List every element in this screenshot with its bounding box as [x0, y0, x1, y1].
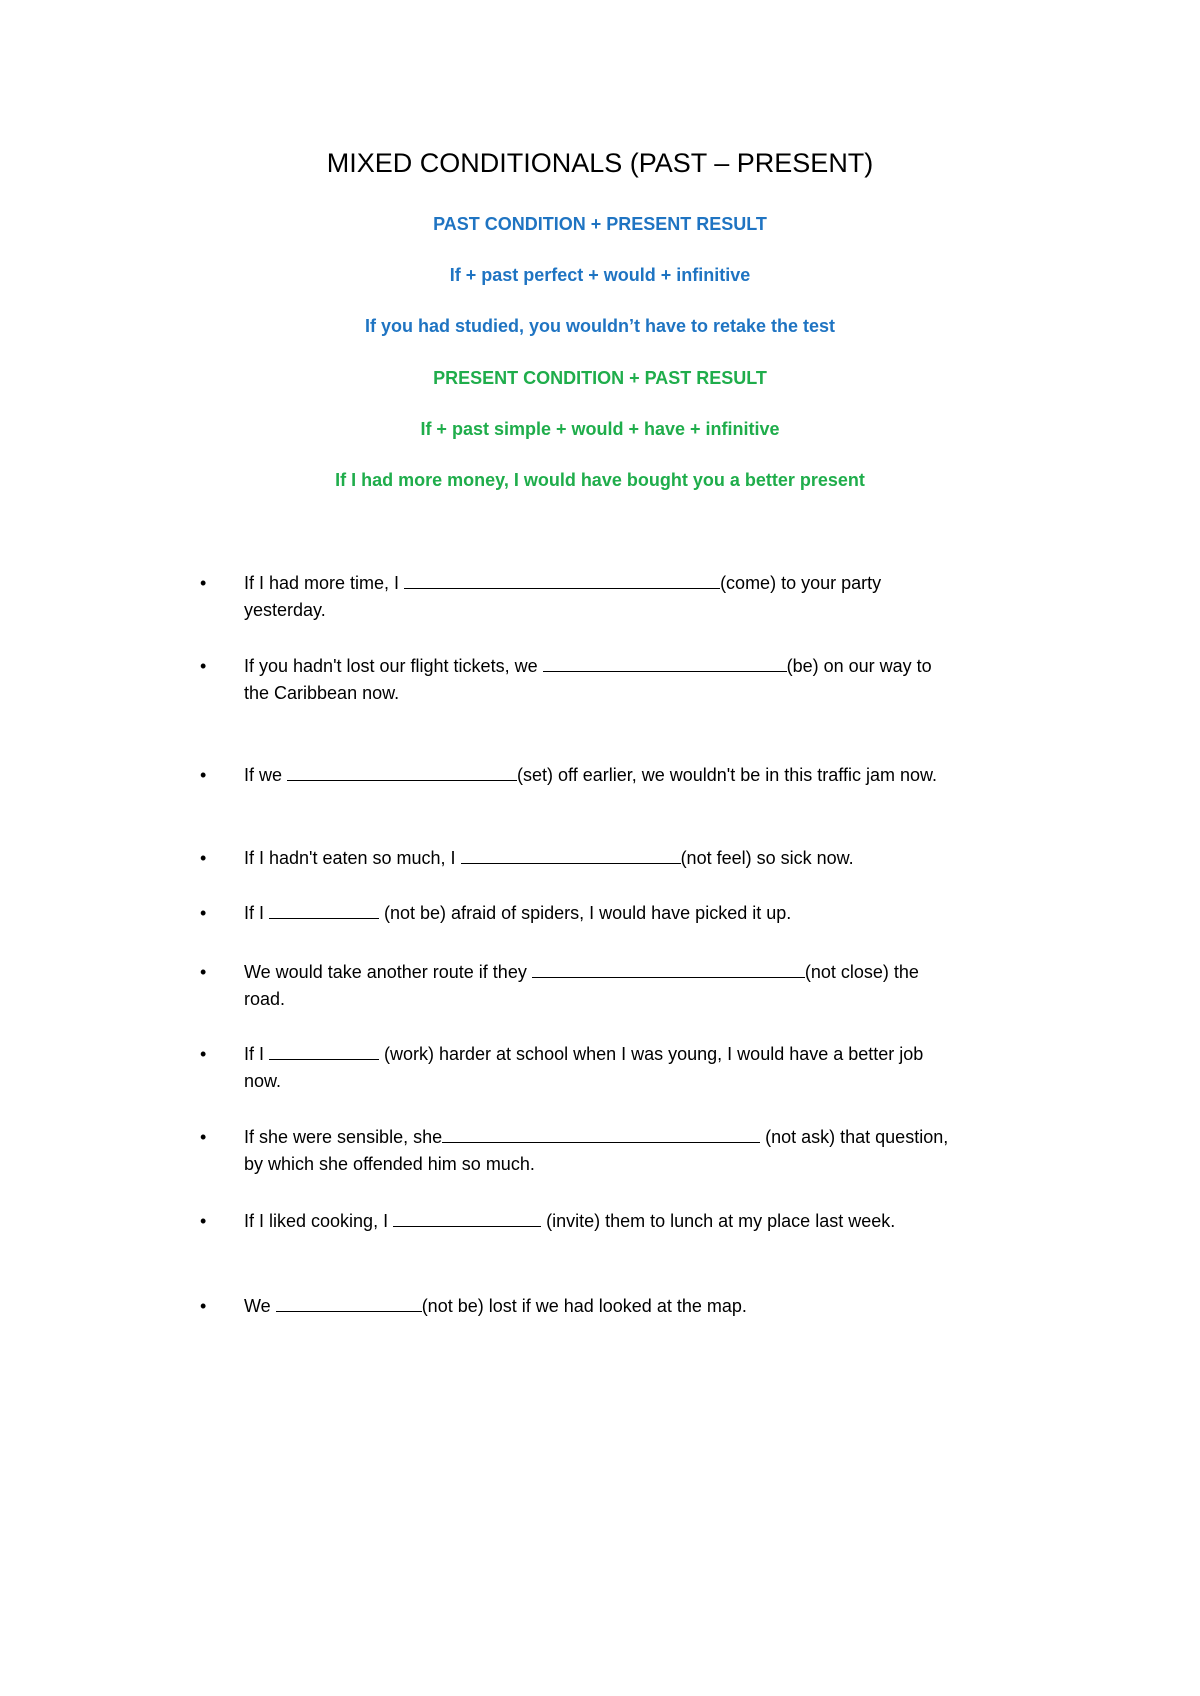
exercise-text — [244, 1124, 1034, 1178]
bullet-icon: • — [200, 1296, 207, 1316]
exercise-text-after: (not be) afraid of spiders, I would have picked it up. — [379, 903, 792, 923]
bullet-icon: • — [200, 962, 207, 982]
bullet-icon: • — [200, 1044, 207, 1064]
rule-heading-present-condition: PRESENT CONDITION + PAST RESULT — [433, 368, 767, 388]
exercise-text — [244, 1293, 1034, 1320]
exercise-text — [244, 570, 1034, 624]
exercise-text — [244, 1208, 1034, 1235]
exercise-text-after: (not ask) that question, — [760, 1127, 949, 1147]
exercise-text — [244, 1041, 1034, 1095]
exercise-text-after: (not close) the — [804, 962, 919, 982]
rule-formula-past-condition: If + past perfect + would + infinitive — [449, 265, 751, 285]
bullet-icon: • — [200, 573, 207, 593]
rule-example-past-condition: If you had studied, you wouldn’t have to retake the test — [364, 316, 836, 336]
answer-blank[interactable] — [393, 1208, 541, 1227]
answer-blank[interactable] — [287, 762, 517, 781]
exercise-text — [244, 762, 1034, 789]
exercise-text-before: We would take another route if they — [244, 962, 532, 982]
exercise-text-after: (come) to your party — [720, 573, 882, 593]
exercise-text-before: If I liked cooking, I — [244, 1211, 394, 1231]
exercise-text-continued: the Caribbean now. — [244, 683, 400, 703]
exercise-text-continued: by which she offended him so much. — [244, 1154, 535, 1174]
exercise-text-continued: road. — [244, 989, 286, 1009]
exercise-text-after: (not be) lost if we had looked at the map. — [421, 1296, 747, 1316]
exercise-text-before: If you hadn't lost our flight tickets, we — [244, 656, 543, 676]
exercise-text-before: We — [244, 1296, 276, 1316]
answer-blank[interactable] — [461, 845, 681, 864]
exercise-text-after: (be) on our way to — [786, 656, 932, 676]
bullet-icon: • — [200, 903, 207, 923]
answer-blank[interactable] — [532, 959, 805, 978]
exercise-text-before: If we — [244, 765, 288, 785]
exercise-text-before: If she were sensible, she — [244, 1127, 443, 1147]
exercise-text-before: If I hadn't eaten so much, I — [244, 848, 461, 868]
exercise-text-after: (invite) them to lunch at my place last week. — [541, 1211, 896, 1231]
exercise-text-after: (work) harder at school when I was young, I would have a better job — [379, 1044, 924, 1064]
bullet-icon: • — [200, 765, 207, 785]
exercise-text-after: (set) off earlier, we wouldn't be in this traffic jam now. — [517, 765, 937, 785]
rule-formula-present-condition: If + past simple + would + have + infinitive — [420, 419, 780, 439]
bullet-icon: • — [200, 656, 207, 676]
answer-blank[interactable] — [543, 653, 787, 672]
worksheet-title: MIXED CONDITIONALS (PAST – PRESENT) — [326, 148, 874, 178]
exercise-text — [244, 845, 1034, 872]
exercise-text-after: (not feel) so sick now. — [680, 848, 854, 868]
rule-heading-past-condition: PAST CONDITION + PRESENT RESULT — [433, 214, 767, 234]
exercise-text — [244, 653, 1034, 707]
bullet-icon: • — [200, 1127, 207, 1147]
answer-blank[interactable] — [269, 900, 379, 919]
answer-blank[interactable] — [269, 1041, 379, 1060]
exercise-text-continued: now. — [244, 1071, 282, 1091]
exercise-text — [244, 959, 1034, 1013]
exercise-text-continued: yesterday. — [244, 600, 326, 620]
rule-example-present-condition: If I had more money, I would have bought you a better present — [335, 470, 865, 490]
bullet-icon: • — [200, 1211, 207, 1231]
answer-blank[interactable] — [276, 1293, 422, 1312]
exercise-text — [244, 900, 1034, 927]
bullet-icon: • — [200, 848, 207, 868]
exercise-text-before: If I had more time, I — [244, 573, 405, 593]
exercise-text-before: If I — [244, 903, 270, 923]
answer-blank[interactable] — [442, 1124, 760, 1143]
exercise-text-before: If I — [244, 1044, 270, 1064]
answer-blank[interactable] — [404, 570, 720, 589]
